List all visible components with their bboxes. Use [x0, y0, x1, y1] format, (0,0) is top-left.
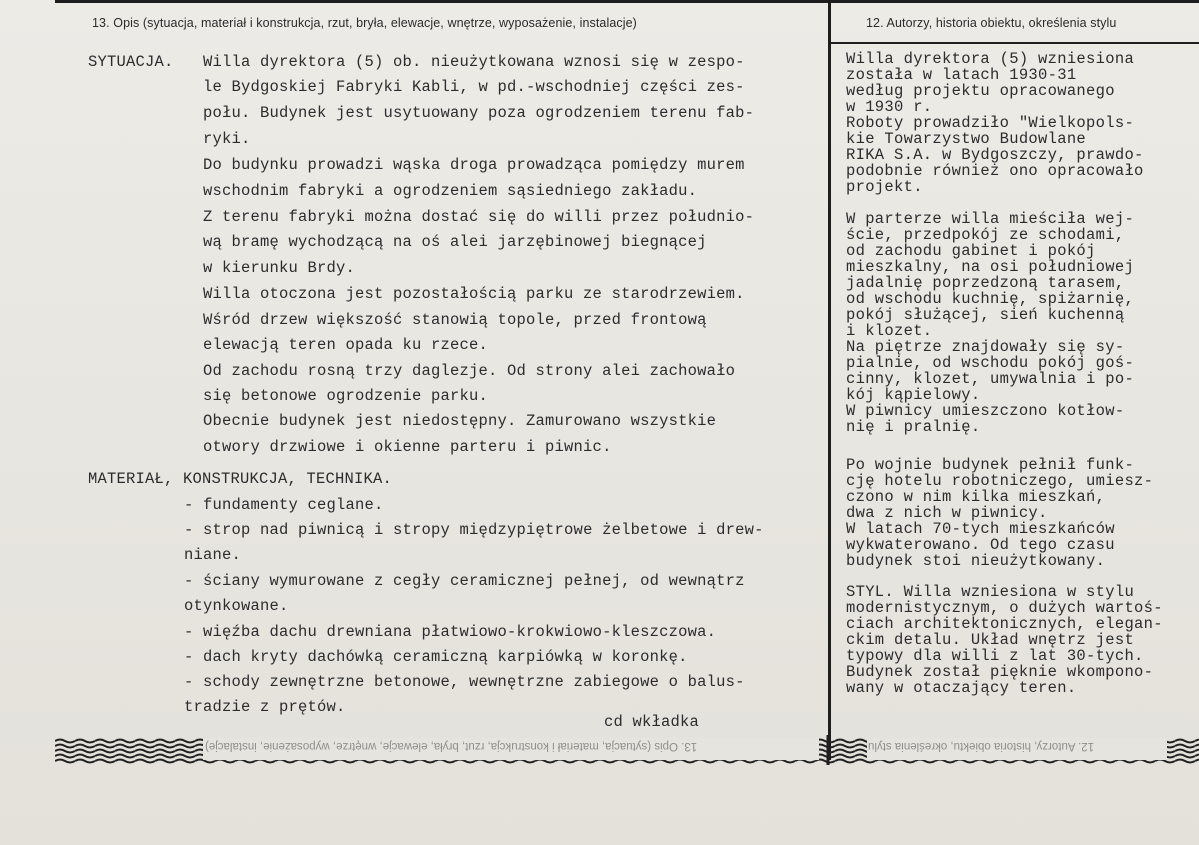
material-line: tradzie z prętów.	[184, 698, 346, 716]
situation-line: Willa otoczona jest pozostałością parku ze starodrzewiem.	[203, 285, 745, 303]
side-line: ckim detalu. Układ wnętrz jest	[846, 631, 1135, 649]
side-line: według projektu opracowanego	[846, 82, 1115, 100]
side-line: i klozet.	[846, 322, 933, 340]
situation-line: Z terenu fabryki można dostać się do willi przez południo-	[203, 208, 755, 226]
side-line: jadalnię poprzedzoną tarasem,	[846, 274, 1125, 292]
side-line: mieszkalny, na osi południowej	[846, 258, 1135, 276]
material-line: - schody zewnętrzne betonowe, wewnętrzne zabiegowe o balus-	[184, 673, 745, 691]
top-rule	[55, 0, 1199, 3]
side-line: została w latach 1930-31	[846, 66, 1077, 84]
side-line: czono w nim kilka mieszkań,	[846, 488, 1106, 506]
side-line: od zachodu gabinet i pokój	[846, 242, 1096, 260]
material-line: - dach kryty dachówką ceramiczną karpiówką w koronkę.	[184, 648, 688, 666]
side-line: projekt.	[846, 178, 923, 196]
material-line: otynkowane.	[184, 597, 289, 615]
side-line: STYL. Willa wzniesiona w stylu	[846, 583, 1135, 601]
side-line: wykwaterowano. Od tego czasu	[846, 536, 1115, 554]
side-line: budynek stoi nieużytkowany.	[846, 552, 1106, 570]
side-line: kój kąpielowy.	[846, 386, 981, 404]
side-line: RIKA S.A. w Bydgoszczy, prawdo-	[846, 146, 1144, 164]
situation-line: Od zachodu rosną trzy daglezje. Od strony alei zachowało	[203, 362, 736, 380]
header-description: 13. Opis (sytuacja, materiał i konstrukcja, rzut, bryła, elewacje, wnętrze, wyposażenie, instalacje)	[92, 16, 637, 30]
side-line: dwa z nich w piwnicy.	[846, 504, 1048, 522]
side-line: wany w otaczający teren.	[846, 679, 1077, 697]
situation-line: elewacją teren opada ku rzece.	[203, 336, 489, 354]
side-line: od wschodu kuchnię, spiżarnię,	[846, 290, 1135, 308]
side-line: pialnie, od wschodu pokój goś-	[846, 354, 1135, 372]
situation-line: w kierunku Brdy.	[203, 259, 356, 277]
side-line: ciach architektonicznych, elegan-	[846, 615, 1163, 633]
side-line: podobnie również ono opracowało	[846, 162, 1144, 180]
side-line: Budynek został pięknie wkompono-	[846, 663, 1154, 681]
side-line: w 1930 r.	[846, 98, 933, 116]
situation-line: Obecnie budynek jest niedostępny. Zamurowano wszystkie	[203, 412, 717, 430]
side-line: W piwnicy umieszczono kotłow-	[846, 402, 1125, 420]
continuation-note: cd wkładka	[604, 713, 700, 731]
side-line: typowy dla willi z lat 30-tych.	[846, 647, 1144, 665]
material-line: - fundamenty ceglane.	[184, 496, 384, 514]
side-line: Na piętrze znajdowały się sy-	[846, 338, 1125, 356]
section-title-situation: SYTUACJA.	[88, 53, 174, 71]
material-line: - więźba dachu drewniana płatwiowo-krokwiowo-kleszczowa.	[184, 623, 717, 641]
side-line: nię i pralnię.	[846, 418, 981, 436]
material-line: - strop nad piwnicą i stropy międzypiętrowe żelbetowe i drew-	[184, 521, 764, 539]
situation-line: Do budynku prowadzi wąska droga prowadząca pomiędzy murem	[203, 156, 745, 174]
side-line: W parterze willa mieściła wej-	[846, 210, 1135, 228]
side-line: ście, przedpokój ze schodami,	[846, 226, 1125, 244]
side-line: pokój służącej, sień kuchenną	[846, 306, 1125, 324]
situation-line: le Bydgoskiej Fabryki Kabli, w pd.-wschodniej części zes-	[203, 78, 745, 96]
column-divider	[828, 0, 831, 760]
situation-line: połu. Budynek jest usytuowany poza ogrodzeniem terenu fab-	[203, 104, 755, 122]
situation-line: Willa dyrektora (5) ob. nieużytkowana wznosi się w zespo-	[203, 53, 745, 71]
situation-line: wschodnim fabryki a ogrodzeniem sąsiedniego zakładu.	[203, 182, 698, 200]
side-line: Willa dyrektora (5) wzniesiona	[846, 50, 1135, 68]
situation-line: się betonowe ogrodzenie parku.	[203, 387, 489, 405]
side-line: W latach 70-tych mieszkańców	[846, 520, 1115, 538]
situation-line: wą bramę wychodzącą na oś alei jarzębinowej biegnącej	[203, 233, 707, 251]
situation-line: otwory drzwiowe i okienne parteru i piwnic.	[203, 438, 612, 456]
situation-line: ryki.	[203, 130, 251, 148]
side-line: kie Towarzystwo Budowlane	[846, 130, 1087, 148]
mirrored-header-right: 12. Autorzy, historia obiektu, określenia stylu	[868, 740, 1095, 752]
right-header-rule	[831, 42, 1199, 44]
side-line: Po wojnie budynek pełnił funk-	[846, 456, 1135, 474]
side-line: cję hotelu robotniczego, umiesz-	[846, 472, 1154, 490]
material-line: niane.	[184, 546, 242, 564]
mirrored-header-left: 13. Opis (sytuacja, materiał i konstrukcja, rzut, bryła, elewacje, wnętrze, wyposażenie, instalacje)	[205, 740, 698, 752]
section-title-material: MATERIAŁ, KONSTRUKCJA, TECHNIKA.	[88, 470, 393, 488]
material-line: - ściany wymurowane z cegły ceramicznej pełnej, od wewnątrz	[184, 572, 745, 590]
side-line: Roboty prowadziło "Wielkopols-	[846, 114, 1135, 132]
situation-line: Wśród drzew większość stanowią topole, przed frontową	[203, 311, 707, 329]
side-line: cinny, klozet, umywalnia i po-	[846, 370, 1135, 388]
header-authors: 12. Autorzy, historia obiektu, określenia stylu	[866, 16, 1117, 30]
side-line: modernistycznym, o dużych wartoś-	[846, 599, 1163, 617]
